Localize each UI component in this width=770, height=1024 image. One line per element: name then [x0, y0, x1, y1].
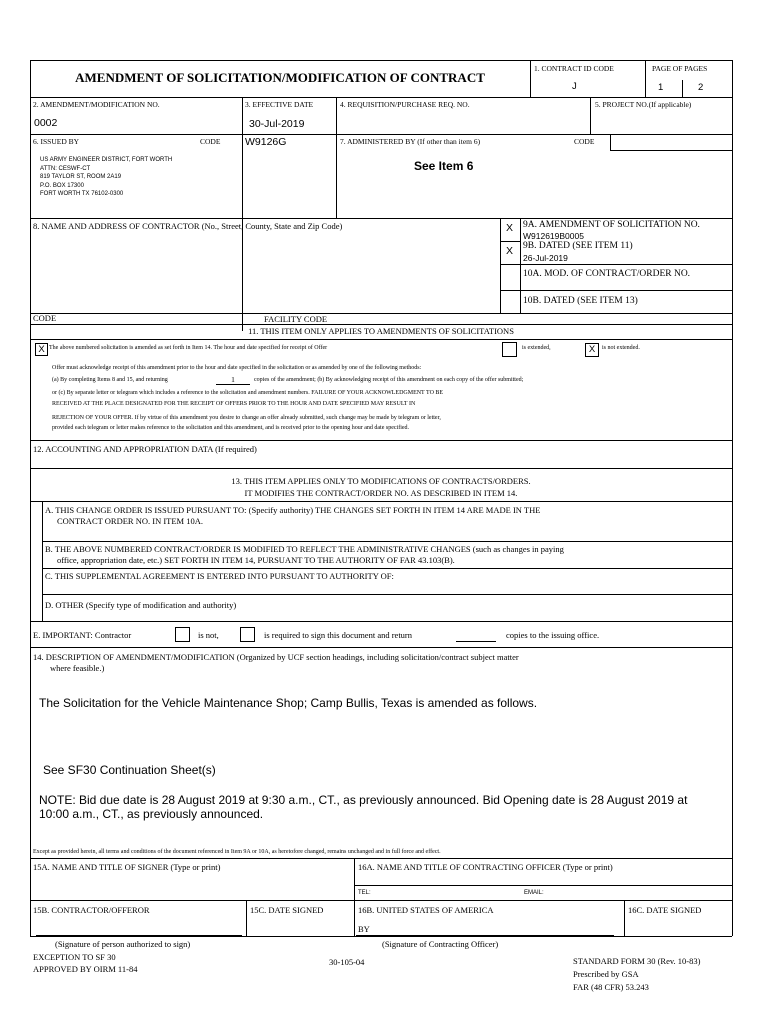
item-13d-text: D. OTHER (Specify type of modification and authority) — [45, 600, 237, 610]
contractor-code-label: CODE — [33, 313, 57, 323]
item-13b-text: B. THE ABOVE NUMBERED CONTRACT/ORDER IS MODIFIED TO REFLECT THE ADMINISTRATIVE CHANGES (such as changes in paying — [45, 544, 564, 554]
officer-name-label: 16A. NAME AND TITLE OF CONTRACTING OFFICER (Type or print) — [358, 862, 613, 872]
bid-note-2: 10:00 a.m., CT., as previously announced. — [39, 807, 264, 821]
effective-date-label: 3. EFFECTIVE DATE — [245, 100, 314, 109]
contractor-label: 8. NAME AND ADDRESS OF CONTRACTOR (No., Street, County, State and Zip Code) — [33, 221, 343, 231]
tel-label: TEL: — [358, 890, 371, 896]
contractor-date-label: 15C. DATE SIGNED — [250, 905, 324, 915]
checkmark-9a: X — [506, 222, 514, 234]
value-9b: 26-Jul-2019 — [523, 253, 568, 263]
signer-name-label: 15A. NAME AND TITLE OF SIGNER (Type or print) — [33, 862, 221, 872]
is-required-checkbox[interactable] — [240, 627, 255, 642]
bid-note: NOTE: Bid due date is 28 August 2019 at 9:30 a.m., CT., as previously announced. Bid Opening date is 28 August 2019 at — [39, 793, 688, 807]
amended-text: The above numbered solicitation is amended as set forth in Item 14. The hour and date specified for receipt of Offer — [49, 345, 328, 351]
form-title: AMENDMENT OF SOLICITATION/MODIFICATION OF CONTRACT — [75, 70, 485, 85]
far-text: FAR (48 CFR) 53.243 — [573, 982, 649, 992]
amended-checkmark: X — [38, 344, 45, 355]
copies-number: 1 — [216, 375, 250, 385]
description-intro: The Solicitation for the Vehicle Maintenance Shop; Camp Bullis, Texas is amended as follows. — [39, 696, 538, 710]
issuer-line: ATTN: CESWF-CT — [40, 165, 91, 172]
label-9b: 9B. DATED (SEE ITEM 11) — [523, 241, 633, 251]
item-11-line: Offer must acknowledge receipt of this amendment prior to the hour and date specified in the solicitation or as amended by one of the following methods: — [52, 365, 422, 371]
item-13c-text: C. THIS SUPPLEMENTAL AGREEMENT IS ENTERED INTO PURSUANT TO AUTHORITY OF: — [45, 571, 394, 581]
item-11-line: provided each telegram or letter makes reference to the solicitation and this amendment, and is received prior to the opening hour and date specified. — [52, 425, 410, 431]
item-13-heading: 13. THIS ITEM APPLIES ONLY TO MODIFICATIONS OF CONTRACTS/ORDERS. — [231, 476, 531, 486]
value-9a: W912619B0005 — [523, 231, 584, 241]
issuer-line: P.O. BOX 17300 — [40, 182, 84, 189]
email-label: EMAIL: — [524, 890, 544, 896]
united-states-label: 16B. UNITED STATES OF AMERICA — [358, 905, 494, 915]
label-9a: 9A. AMENDMENT OF SOLICITATION NO. — [523, 220, 700, 230]
item-11-line: REJECTION OF YOUR OFFER. If by virtue of this amendment you desire to change an offer already submitted, such change may be made by telegram or letter, — [52, 415, 441, 421]
issuer-address — [40, 156, 172, 199]
item-14-label-2: where feasible.) — [50, 663, 105, 673]
issued-code-value: W9126G — [245, 136, 287, 148]
continuation-sheet-note: See SF30 Continuation Sheet(s) — [43, 763, 216, 777]
issued-code-label: CODE — [200, 137, 221, 146]
prescribed-text: Prescribed by GSA — [573, 969, 639, 979]
issuer-line: US ARMY ENGINEER DISTRICT, FORT WORTH — [40, 157, 173, 163]
checkmark-9b: X — [506, 245, 514, 257]
officer-signature-caption: (Signature of Contracting Officer) — [382, 939, 499, 949]
item-12-label: 12. ACCOUNTING AND APPROPRIATION DATA (If required) — [33, 444, 257, 454]
form-code: 30-105-04 — [329, 957, 365, 967]
administered-by-label: 7. ADMINISTERED BY (If other than item 6) — [340, 137, 481, 146]
contract-id-label: 1. CONTRACT ID CODE — [534, 64, 614, 73]
item-11-line: copies of the amendment; (b) By acknowledging receipt of this amendment on each copy of the offer submitted; — [254, 377, 524, 383]
item-13a-text: A. THIS CHANGE ORDER IS ISSUED PURSUANT TO: (Specify authority) THE CHANGES SET FORTH IN ITEM 14 ARE MADE IN THE — [45, 505, 541, 515]
copies-blank-line[interactable] — [456, 641, 496, 642]
is-not-checkbox[interactable] — [175, 627, 190, 642]
administered-code-label: CODE — [574, 137, 595, 146]
issued-by-label: 6. ISSUED BY — [33, 137, 80, 146]
label-10b: 10B. DATED (SEE ITEM 13) — [523, 296, 638, 306]
issuer-line: 819 TAYLOR ST, ROOM 2A19 — [40, 174, 122, 180]
not-extended-checkbox[interactable] — [585, 343, 599, 357]
label-10a: 10A. MOD. OF CONTRACT/ORDER NO. — [523, 269, 691, 279]
is-not-extended-text: is not extended. — [602, 345, 640, 351]
is-extended-text: is extended, — [522, 345, 551, 351]
standard-form-text: STANDARD FORM 30 (Rev. 10-83) — [573, 956, 701, 966]
effective-date-value: 30-Jul-2019 — [249, 118, 305, 130]
item-11-heading: 11. THIS ITEM ONLY APPLIES TO AMENDMENTS OF SOLICITATIONS — [248, 326, 514, 336]
contract-id-value: J — [572, 81, 577, 92]
item-13-subheading: IT MODIFIES THE CONTRACT/ORDER NO. AS DESCRIBED IN ITEM 14. — [244, 488, 518, 498]
item-11-line: or (c) By separate letter or telegram which includes a reference to the solicitation and amendment numbers. FAILURE OF YOUR ACKNOWLEDGMENT TO BE — [52, 390, 444, 396]
approved-text: APPROVED BY OIRM 11-84 — [33, 964, 138, 974]
facility-code-label: FACILITY CODE — [264, 314, 328, 324]
amendment-no-label: 2. AMENDMENT/MODIFICATION NO. — [33, 100, 160, 109]
amendment-no-value: 0002 — [34, 117, 58, 129]
amended-checkbox[interactable] — [35, 343, 48, 356]
item-11-line: (a) By completing Items 8 and 15, and returning — [52, 377, 168, 383]
copies-to-office-text: copies to the issuing office. — [506, 630, 600, 640]
exception-text: EXCEPTION TO SF 30 — [33, 952, 116, 962]
page-total: 2 — [698, 82, 704, 93]
see-item-6: See Item 6 — [414, 159, 474, 173]
page-number: 1 — [658, 82, 664, 93]
requisition-label: 4. REQUISITION/PURCHASE REQ. NO. — [340, 100, 470, 109]
item-13a-text-2: CONTRACT ORDER NO. IN ITEM 10A. — [57, 516, 203, 526]
officer-date-label: 16C. DATE SIGNED — [628, 905, 702, 915]
page-of-pages-label: PAGE OF PAGES — [652, 64, 708, 73]
important-label: E. IMPORTANT: Contractor — [33, 630, 132, 640]
item-11-line: RECEIVED AT THE PLACE DESIGNATED FOR THE RECEIPT OF OFFERS PRIOR TO THE HOUR AND DATE SPECIFIED MAY RESULT IN — [52, 401, 416, 407]
is-required-text: is required to sign this document and return — [264, 630, 413, 640]
extended-checkbox[interactable] — [502, 342, 517, 357]
item-14-label: 14. DESCRIPTION OF AMENDMENT/MODIFICATION (Organized by UCF section headings, including solicitation/contract subject matter — [33, 652, 519, 662]
is-not-text: is not, — [198, 630, 219, 640]
person-signature-caption: (Signature of person authorized to sign) — [55, 939, 191, 949]
contractor-offeror-label: 15B. CONTRACTOR/OFFEROR — [33, 905, 150, 915]
except-provided-text: Except as provided herein, all terms and conditions of the document referenced in Item 9A or 10A, as heretofore changed, remains unchanged and in full force and effect. — [33, 849, 441, 855]
project-no-label: 5. PROJECT NO.(If applicable) — [595, 100, 692, 109]
contractor-signature-line[interactable] — [36, 935, 242, 936]
by-label: BY — [358, 924, 370, 934]
not-extended-checkmark: X — [588, 344, 596, 355]
item-13b-text-2: office, appropriation date, etc.) SET FORTH IN ITEM 14, PURSUANT TO THE AUTHORITY OF FAR 43.103(B). — [57, 555, 455, 565]
officer-signature-line[interactable] — [356, 935, 614, 936]
issuer-line: FORT WORTH TX 76102-0300 — [40, 191, 124, 197]
